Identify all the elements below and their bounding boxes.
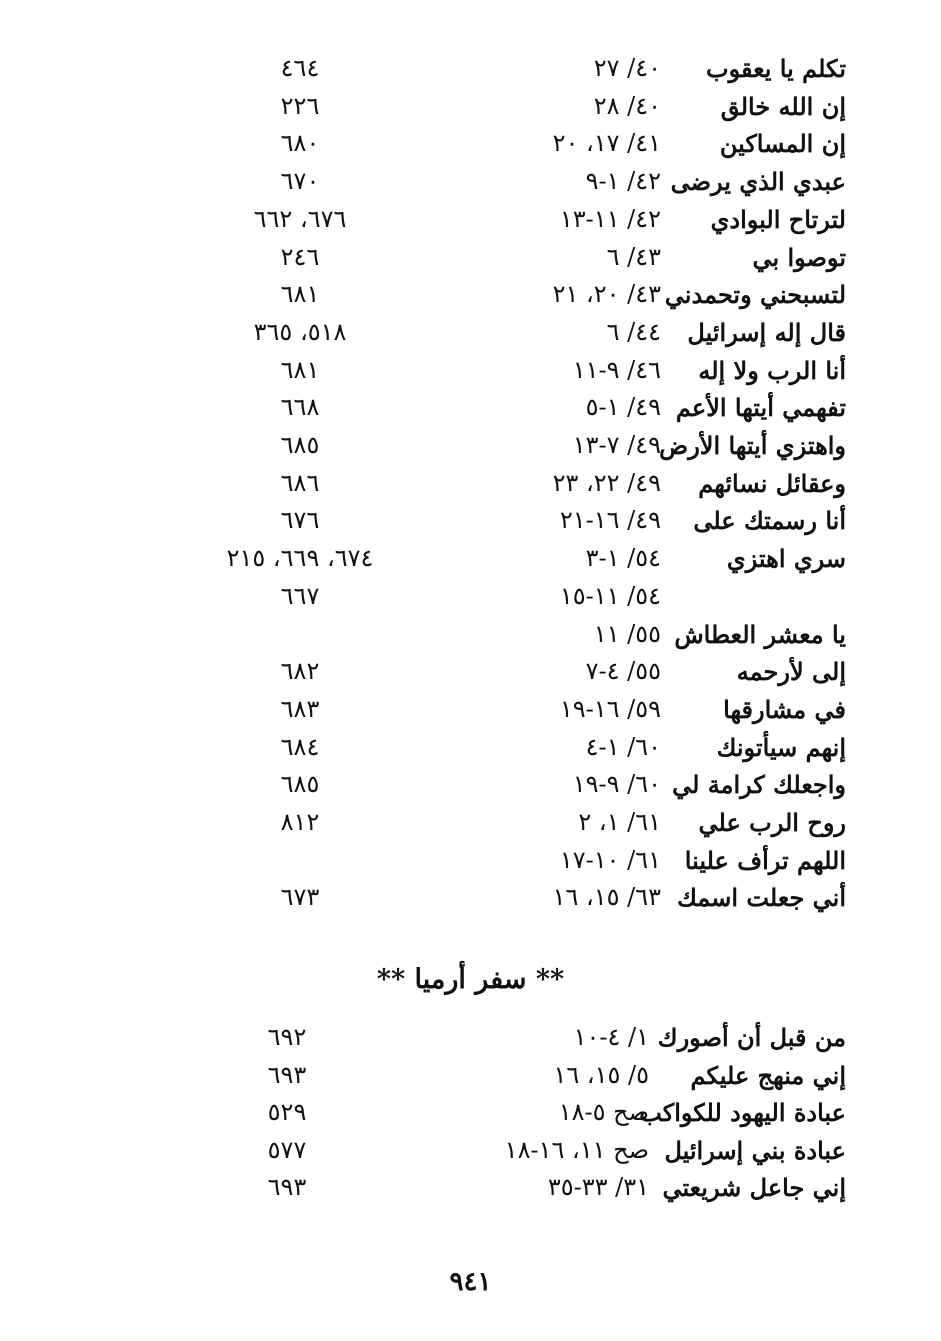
index-row [0,766,941,803]
index-row [0,239,941,276]
entry-page-refs: ٦٧٤، ٦٦٩، ٢١٥ [226,544,374,573]
entry-reference: صح ١١، ١٦-١٨ [504,1135,649,1164]
entry-title: اللهم ترأف علينا [684,845,846,875]
index-row [0,88,941,125]
index-row [0,201,941,238]
entry-page-refs: ٦٩٣ [267,1173,307,1201]
index-row [0,163,941,200]
entry-page-refs: ٢٤٦ [280,242,320,271]
entry-title: عبادة اليهود للكواكب [639,1098,846,1127]
entry-title: سري اهتزي [726,544,846,574]
entry-title: واهتزي أيتها الأرض [659,431,846,460]
entry-page-refs: ٦٧٣ [280,883,320,912]
entry-reference: ٥٤/ ١١-١٥ [559,581,661,610]
entry-reference: ٣١/ ٣٣-٣٥ [547,1173,649,1201]
entry-page-refs: ٥١٨، ٣٦٥ [253,317,347,346]
index-row [0,1019,941,1056]
entry-reference: ٥٩/ ١٦-١٩ [559,694,661,723]
entry-page-refs: ٦٩٣ [267,1060,307,1089]
index-row [0,804,941,841]
entry-reference: ٥٥/ ٤-٧ [585,657,661,686]
entry-page-refs: ٦٦٧ [280,581,320,610]
entry-page-refs: ٦٧٦ [280,506,320,535]
entry-reference: ٤٤/ ٦ [606,317,661,346]
entry-title: عبدي الذي يرضى [670,167,846,197]
entry-page-refs: ٦٨١ [280,355,320,384]
index-row [0,1169,941,1206]
entry-reference: ٦١/ ١، ٢ [578,808,661,836]
entry-title: يا معشر العطاش [674,619,846,649]
entry-page-refs: ٤٦٤ [280,54,320,82]
entry-page-refs [205,616,395,653]
entry-page-refs: ٦٨٥ [280,770,320,799]
entry-page-refs [205,842,395,879]
entry-reference: ٤٢/ ١١-١٣ [559,204,661,233]
index-row [0,1094,941,1131]
index-row [0,578,941,615]
entry-reference: ٦٠/ ٩-١٩ [572,770,661,799]
index-row [0,729,941,766]
entry-page-refs: ٦٧٦، ٦٦٢ [253,204,347,233]
entry-reference: ٦٣/ ١٥، ١٦ [552,883,661,912]
index-row [0,125,941,162]
entry-title: عبادة بني إسرائيل [664,1135,846,1165]
entry-title: إني جاعل شريعتي [662,1173,846,1202]
entry-reference: ٤٣/ ٢٠، ٢١ [552,280,661,309]
entry-reference: صح ٥-١٨ [558,1098,649,1126]
index-row [0,616,941,653]
index-row [0,653,941,690]
entry-reference: ٤٢/ ١-٩ [585,167,661,196]
index-row [0,842,941,879]
index-row [0,50,941,87]
entry-reference: ٥٤/ ١-٣ [585,544,661,573]
entry-title: في مشارقها [723,694,846,724]
entry-page-refs: ٨١٢ [280,808,320,836]
index-row [0,1132,941,1169]
entry-title: إن المساكين [719,129,846,159]
index-row [0,691,941,728]
entry-title: قال إله إسرائيل [687,317,846,347]
entry-title: أني جعلت اسمك [677,883,846,913]
entry-page-refs: ٥٢٩ [267,1098,307,1126]
entry-reference: ٥/ ١٥، ١٦ [553,1060,649,1089]
page-number: ٩٤١ [449,1267,492,1297]
index-row [0,352,941,389]
entry-page-refs: ٦٨٣ [280,694,320,723]
entry-title: إنهم سيأتونك [716,732,846,762]
entry-title: إني منهج عليكم [690,1060,846,1090]
entry-title: توصوا بي [752,242,846,272]
entry-reference: ٤٩/ ١-٥ [585,393,661,422]
entry-title: من قبل أن أصورك [657,1023,846,1052]
entry-reference: ٦١/ ١٠-١٧ [559,845,661,874]
entry-page-refs: ٦٨٠ [280,129,320,158]
entry-title: أنا رسمتك على [693,506,846,536]
index-row [0,427,941,464]
entry-reference: ٥٥/ ١١ [593,619,661,648]
entry-page-refs: ٥٧٧ [267,1135,307,1164]
entry-reference: ٦٠/ ١-٤ [585,732,661,761]
index-row [0,465,941,502]
entry-title: وعقائل نسائهم [698,468,846,498]
entry-reference: ١/ ٤-١٠ [573,1023,649,1051]
entry-page-refs: ٦٨٢ [280,657,320,686]
entry-reference: ٤٩/ ٢٢، ٢٣ [552,468,661,497]
entry-page-refs: ٦٨٦ [280,468,320,497]
index-row [0,314,941,351]
index-row [0,389,941,426]
entry-page-refs: ٦٨٤ [280,732,320,761]
entry-reference: ٤٦/ ٩-١١ [572,355,661,384]
entry-reference: ٤١/ ١٧، ٢٠ [552,129,661,158]
entry-title: لترتاح البوادي [710,204,846,234]
entry-page-refs: ٦٨١ [280,280,320,309]
index-row [0,502,941,539]
entry-title: أنا الرب ولا إله [698,355,846,385]
section-heading: ** سفر أرميا ** [376,964,565,995]
entry-reference: ٤٩/ ٧-١٣ [572,431,661,459]
entry-reference: ٤٠/ ٢٧ [593,54,661,82]
entry-title: لتسبحني وتحمدني [664,280,846,310]
index-row [0,1057,941,1094]
entry-title: تفهمي أيتها الأعم [675,393,846,423]
index-row [0,540,941,577]
entry-title: واجعلك كرامة لي [672,770,846,800]
entry-page-refs: ٦٦٨ [280,393,320,422]
entry-page-refs: ٦٨٥ [280,431,320,459]
entry-title: تكلم يا يعقوب [706,54,846,83]
entry-page-refs: ٦٩٢ [267,1023,307,1051]
entry-page-refs: ٦٧٠ [280,167,320,196]
entry-title: روح الرب علي [698,808,846,837]
entry-title: إلى لأرحمه [736,657,846,687]
entry-reference: ٤٠/ ٢٨ [593,91,661,120]
entry-page-refs: ٢٢٦ [280,91,320,120]
entry-title: إن الله خالق [720,91,846,121]
index-row [0,879,941,916]
index-row [0,276,941,313]
entry-reference: ٤٩/ ١٦-٢١ [559,506,661,535]
entry-reference: ٤٣/ ٦ [606,242,661,271]
